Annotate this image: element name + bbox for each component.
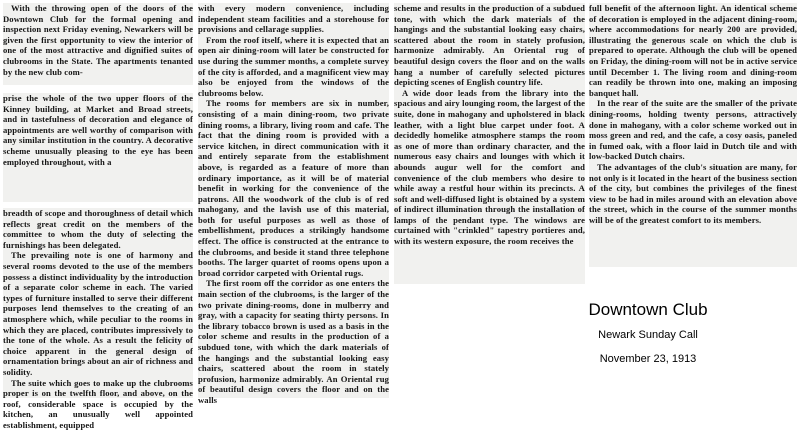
caption-title: Downtown Club — [488, 300, 808, 320]
article-paragraph: From the roof itself, where it is expected that an open air dining-room will later be constructed for use during the summer months, a complete survey of the city is afforded, and a magnificent view may also be enjoyed from the windows of the clubrooms below. — [198, 35, 389, 99]
article-paragraph: The advantages of the club's situation are many, for not only is it located in the heart of the business section of the city, but combines the privileges of the finest view to be had in miles around with an elevation above the street, which in the course of the summer months will be of the greatest comfort to its members. — [589, 162, 797, 226]
article-paragraph: breadth of scope and thoroughness of detail which reflects great credit on the members of the committee to whom the duty of selecting the furnishings has been delegated. — [3, 208, 193, 250]
clipping-col2 — [198, 3, 389, 398]
caption-date: November 23, 1913 — [488, 353, 808, 365]
clipping-col3 — [394, 3, 585, 284]
article-paragraph: with every modern convenience, including independent steam facilities and a storehouse for provisions and cellarage supplies. — [198, 3, 389, 35]
article-paragraph: scheme and results in the production of a subdued tone, with which the dark materials of the hangings and the substantial looking easy chairs, scattered about the room in stately profusion, harmonize admirably. An Oriental rug of beautiful design covers the floor and on the walls hang a number of carefully selected pictures depicting scenes of English country life. — [394, 3, 585, 88]
article-paragraph: In the rear of the suite are the smaller of the private dining-rooms, holding twenty persons, attractively done in mahogany, with a color scheme worked out in moss green and red, and the cafe, a cosy oasis, paneled in fumed oak, with a floor laid in Dutch tile and with low-backed Dutch chairs. — [589, 98, 797, 162]
article-paragraph: full benefit of the afternoon light. An identical scheme of decoration is employed in the adjacent dining-room, where accommodations for nearly 200 are provided, illustrating the generous scale on which the club is prepared to operate. Although the club will be opened on Friday, the dining-room will not be in active service until December 1. The living room and dining-room can readily be thrown into one, making an imposing banquet hall. — [589, 3, 797, 98]
clipping-col1-middle — [3, 93, 193, 202]
article-paragraph: prise the whole of the two upper floors of the Kinney building, at Market and Broad streets, and in tastefulness of decoration and elegance of appointments are well worthy of comparison with any similar institution in the country. A decorative scheme unusually pleasing to the eye has been employed throughout, with a — [3, 93, 193, 167]
article-paragraph: With the throwing open of the doors of the Downtown Club for the formal opening and inspection next Friday evening, Newarkers will be given the first opportunity to view the interior of one of the most attractive and dignified suites of clubrooms in the State. The apartments tenanted by the new club com- — [3, 3, 193, 77]
clipping-col1-bottom — [3, 208, 193, 398]
clipping-col1-top — [3, 3, 193, 85]
article-paragraph: The prevailing note is one of harmony and several rooms devoted to the use of the members possess a distinct individuality by the introduction of a separate color scheme in each. The varied types of furniture installed to serve their different purposes lend themselves to the creating of an atmosphere which, while peculiar to the rooms in which they are placed, contributes impressively to the tone of the whole. As a result the felicity of choice apparent in the general design of ornamentation brings about an air of richness and solidity. — [3, 250, 193, 377]
article-paragraph: A wide door leads from the library into the spacious and airy lounging room, the largest of the suite, done in mahogany and upholstered in black leather, with a light blue carpet under foot. A decidedly homelike atmosphere stamps the room as one of more than ordinary character, and the numerous easy chairs and lounges with which it abounds augur well for the comfort and convenience of the club members who desire to while away a restful hour within its precincts. A soft and well-diffused light is obtained by a system of indirect illumination through the installation of lamps of the pendant type. The windows are curtained with "crinkled" tapestry portieres and, with its western exposure, the room receives the — [394, 88, 585, 247]
caption-newspaper: Newark Sunday Call — [488, 329, 808, 341]
clipping-col4 — [589, 3, 797, 267]
article-paragraph: The first room off the corridor as one enters the main section of the clubrooms, is the larger of the two private dining-rooms, done in mulberry and gray, with a capacity for seating thirty persons. In the library tobacco brown is used as a basis in the color scheme and results in the production of a subdued tone, with which the dark materials of the hangings and the substantial looking easy chairs, scattered about the room in stately profusion, harmonize admirably. An Oriental rug of beautiful design covers the floor and on the walls — [198, 278, 389, 405]
article-paragraph: The rooms for members are six in number, consisting of a main dining-room, two private dining rooms, a library, living room and cafe. The fact that the dining room is provided with a service kitchen, in direct communication with it and entirely separate from the establishment above, is regarded as a feature of more than ordinary importance, as it will be of material benefit in working for the convenience of the patrons. All the woodwork of the club is of red mahogany, and the lavish use of this material, both for useful purposes as well as those of embellishment, produces a strikingly handsome effect. The office is constructed at the entrance to the clubrooms, and beside it stand three telephone booths. The larger quartet of rooms opens upon a broad corridor carpeted with Oriental rugs. — [198, 98, 389, 278]
article-paragraph: The suite which goes to make up the clubrooms proper is on the twelfth floor, and above, on the roof, considerable space is occupied by the kitchen, an unusually well appointed establishment, equipped — [3, 378, 193, 430]
